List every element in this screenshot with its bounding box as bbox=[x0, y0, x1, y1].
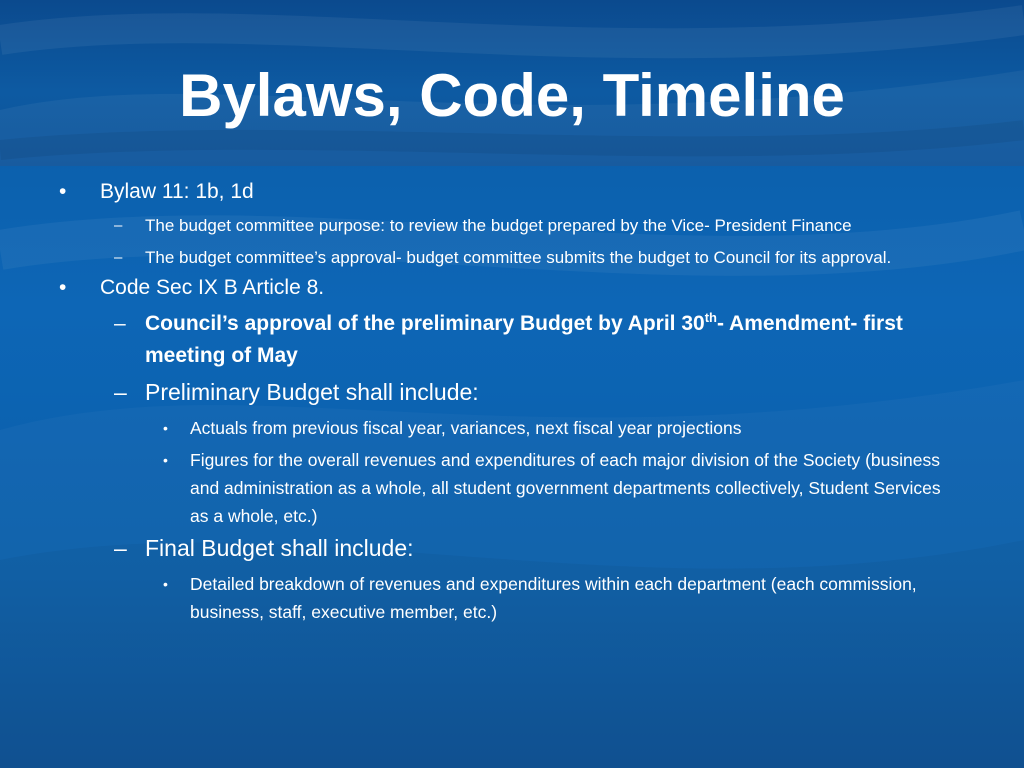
dash-marker: – bbox=[114, 249, 123, 266]
bullet-bylaw bbox=[0, 180, 1024, 204]
subitem-text: The budget committee purpose: to review the budget prepared by the Vice- President Finance bbox=[145, 216, 852, 235]
subitem-text: The budget committee’s approval- budget committee submits the budget to Council for its approval. bbox=[145, 248, 892, 267]
council-text-start: Council’s approval of the preliminary Budget by April 30 bbox=[145, 312, 705, 335]
subitem-text: Preliminary Budget shall include: bbox=[145, 379, 479, 405]
detail-text: Actuals from previous fiscal year, variances, next fiscal year projections bbox=[190, 418, 742, 438]
detail-actuals bbox=[0, 414, 1024, 442]
council-text-end: - Amendment- first meeting of May bbox=[145, 312, 903, 367]
slide-body bbox=[0, 180, 1024, 630]
detail-breakdown bbox=[0, 570, 1024, 626]
subitem-committee-purpose bbox=[0, 212, 1024, 240]
dash-marker: – bbox=[114, 535, 127, 561]
slide-title: Bylaws, Code, Timeline bbox=[179, 62, 845, 129]
detail-text: Detailed breakdown of revenues and expenditures within each department (each commission, business, staff, executive member, etc.) bbox=[190, 574, 917, 622]
bullet-text: Bylaw 11: 1b, 1d bbox=[100, 180, 254, 203]
subitem-final-budget bbox=[0, 534, 1024, 562]
bullet-marker: • bbox=[163, 576, 168, 592]
bullet-marker: • bbox=[59, 276, 67, 299]
subitem-council-approval bbox=[0, 308, 1024, 372]
title-band bbox=[0, 0, 1024, 166]
dash-marker: – bbox=[114, 217, 123, 234]
dash-marker: – bbox=[114, 379, 127, 405]
bullet-code-sec bbox=[0, 276, 1024, 300]
bullet-marker: • bbox=[163, 452, 168, 468]
bullet-marker: • bbox=[163, 420, 168, 436]
subitem-preliminary-budget bbox=[0, 378, 1024, 406]
detail-text: Figures for the overall revenues and expenditures of each major division of the Society (business and administration as a whole, all student government departments collectively, Student Services as a whole, etc.) bbox=[190, 450, 941, 526]
detail-figures bbox=[0, 446, 1024, 530]
bullet-marker: • bbox=[59, 180, 67, 203]
subitem-committee-approval bbox=[0, 244, 1024, 272]
bullet-text: Code Sec IX B Article 8. bbox=[100, 276, 325, 299]
dash-marker: – bbox=[114, 312, 126, 335]
ordinal-superscript: th bbox=[704, 310, 717, 325]
subitem-text: Final Budget shall include: bbox=[145, 535, 414, 561]
